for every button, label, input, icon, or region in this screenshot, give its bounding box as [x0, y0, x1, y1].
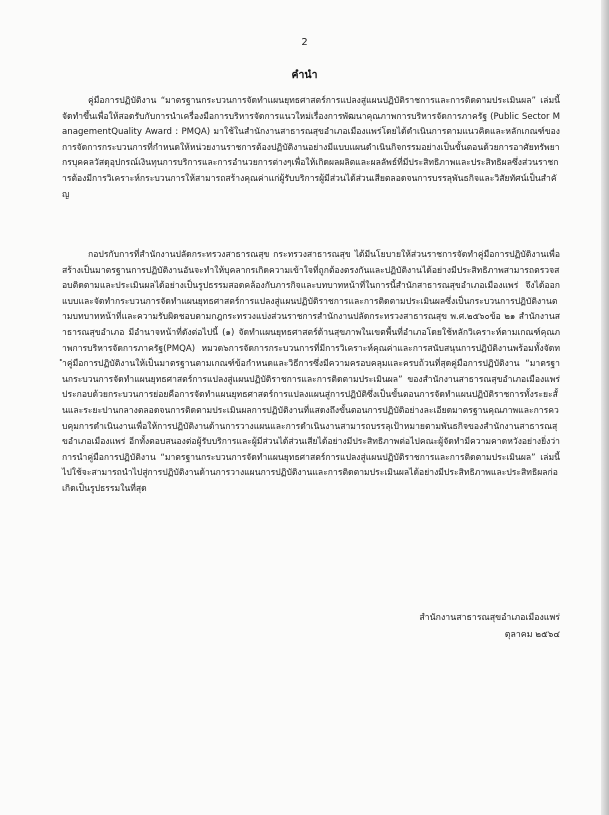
signature-organization: สำนักงานสาธารณสุขอำเภอเมืองแพร่ [419, 613, 560, 623]
paragraph-introduction: คู่มือการปฏิบัติงาน “มาตรฐานกระบวนการจัดทำแผนยุทธศาสตร์การแปลงสู่แผนปฏิบัติราชการและการติดตามประเมินผล” เล่มนี้จัดทำขึ้นเพื่อให้สอดรับกับการนำเครื่องมือการบริหารจัดการแนวใหม่เรื่องการพัฒนาคุณภาพการบริหารจัดการภาครัฐ (Public Sector ManagementQuality Award : PMQA) มาใช้ในสำนักงานสาธารณสุขอำเภอเมืองแพร่โดยได้ดำเนินการตามแนวคิดและหลักเกณฑ์ของการจัดการกระบวนการที่กำหนดให้หน่วยงานราชการต้องปฏิบัติงานอย่างมีแบบแผนดำเนินกิจกรรมอย่างเป็นขั้นตอนด้วยการอาศัยทรัพยากรบุคคลวัสดุอุปกรณ์เงินทุนการบริการและการอำนวยการต่างๆเพื่อให้เกิดผลผลิตและผลลัพธ์ที่มีประสิทธิภาพและประสิทธิผลซึ่งส่วนราชการต้องมีการวิเคราะห์กระบวนการให้สามารถสร้างคุณค่าแก่ผู้รับบริการผู้มีส่วนได้ส่วนเสียตลอดจนการบรรลุพันธกิจและวิสัยทัศน์เป็นสำคัญ [62, 96, 560, 200]
signature-date: ตุลาคม ๒๕๖๔ [504, 630, 560, 640]
page-title: คำนำ [291, 69, 318, 81]
page-number: 2 [301, 37, 308, 48]
paragraph-policy: กอปรกับการที่สำนักงานปลัดกระทรวงสาธารณสุข กระทรวงสาธารณสุข ได้มีนโยบายให้ส่วนราชการจัดทำคู่มือการปฏิบัติงานเพื่อสร้างเป็นมาตรฐานการปฏิบัติงานอันจะทำให้บุคลากรเกิดความเข้าใจที่ถูกต้องตรงกันและปฏิบัติงานได้อย่างมีประสิทธิภาพสามารถตรวจสอบติดตามและประเมินผลได้อย่างเป็นรูปธรรมสอดคล้องกับภารกิจและบทบาทหน้าที่ในการนี้สำนักสาธารณสุขอำเภอเมืองแพร่ จึงได้ออกแบบและจัดทำกระบวนการจัดทำแผนยุทธศาสตร์การแปลงสู่แผนปฏิบัติราชการและการติดตามประเมินผลซึ่งเป็นกระบวนการปฏิบัติงานตามบทบาทหน้าที่และความรับผิดชอบตามกฎกระทรวงแบ่งส่วนราชการสำนักงานปลัดกระทรวงสาธารณสุข พ.ศ.๒๕๖๐ข้อ ๒๑ สำนักงานสาธารณสุขอำเภอ มีอำนาจหน้าที่ดังต่อไปนี้ (๑) จัดทำแผนยุทธศาสตร์ด้านสุขภาพในเขตพื้นที่อำเภอโดยใช้หลักวิเคราะห์ตามเกณฑ์คุณภาพการบริหารจัดการภาครัฐ(PMQA) หมวด๖การจัดการกระบวนการที่มีการวิเคราะห์คุณค่าและการสนับสนุนการปฏิบัติงานพร้อมทั้งจัดทำคู่มือการปฏิบัติงานให้เป็นมาตรฐานตามเกณฑ์ข้อกำหนดและวิธีการซึ่งมีความครอบคลุมและครบถ้วนที่สุดคู่มือการปฏิบัติงาน “มาตรฐานกระบวนการจัดทำแผนยุทธศาสตร์การแปลงสู่แผนปฏิบัติราชการและการติดตามประเมินผล” ของสำนักงานสาธารณสุขอำเภอเมืองแพร่ประกอบด้วยกระบวนการย่อยคือการจัดทำแผนยุทธศาสตร์การแปลงแผนสู่การปฏิบัติซึ่งเป็นขั้นตอนการจัดทำแผนปฏิบัติราชการทั้งระยะสั้นและระยะปานกลางตลอดจนการติดตามประเมินผลการปฏิบัติงานที่แสดงถึงขั้นตอนการปฏิบัติอย่างละเอียดมาตรฐานคุณภาพและการควบคุมการดำเนินงานเพื่อให้การปฏิบัติงานด้านการวางแผนและการดำเนินงานสามารถบรรลุเป้าหมายตามพันธกิจของสำนักงานสาธารณสุขอำเภอเมืองแพร่ อีกทั้งตอบสนองต่อผู้รับบริการและผู้มีส่วนได้ส่วนเสียได้อย่างมีประสิทธิภาพต่อไปคณะผู้จัดทำมีความคาดหวังอย่างยิ่งว่าการนำคู่มือการปฏิบัติงาน “มาตรฐานกระบวนการจัดทำแผนยุทธศาสตร์การแปลงสู่แผนปฏิบัติราชการและการติดตามประเมินผล” เล่มนี้ไปใช้จะสามารถนำไปสู่การปฏิบัติงานด้านการวางแผนการปฏิบัติงานและการติดตามประเมินผลได้อย่างมีประสิทธิภาพและประสิทธิผลก่อเกิดเป็นรูปธรรมในที่สุด [62, 250, 560, 494]
